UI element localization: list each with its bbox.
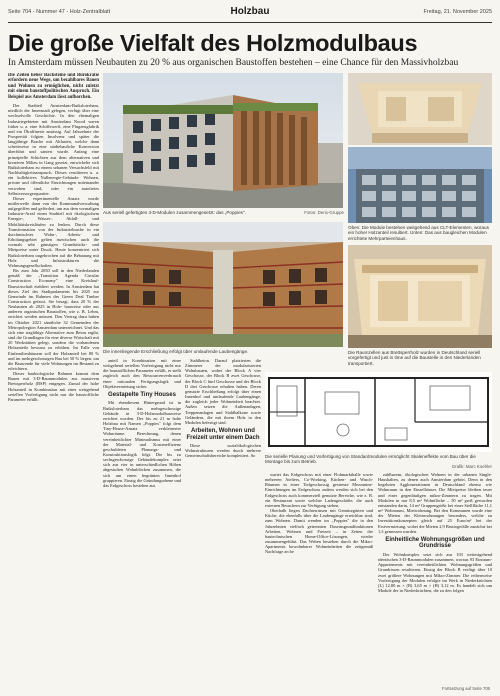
headline: Die große Vielfalt des Holzmodulbaus: [8, 30, 418, 56]
photo4-caption: Die Raumzellen aus Brettsperrholz wurden in Deutschland seriell vorgefertigt und just in time auf die Baustelle in den Niederlanden transportiert.: [348, 350, 481, 366]
photo1-caption: Aus seriell gefertigten 3-D-Modulen zusammengesetzt: das „Poppies".: [103, 210, 246, 215]
masthead: [8, 6, 492, 23]
text-column-3: [185, 358, 261, 676]
photo5-credit: Grafik: Marc Koehler: [451, 464, 492, 469]
lead-paragraph: Die Zeiten lieber Backsteine und Bürokratie erfordern neue Wege, um bezahlbares Bauen und Wohnen zu ermöglichen, nicht zuletzt mit einem baustoffpolitischen Anspruch. Ein Beispiel aus Amsterdam lässt aufhorchen.: [8, 73, 99, 100]
body-paragraph: zahlbarem, ökologischen Wohnen in der urbanen Single-Haushalten, zu denen auch Amsterdam gehört. Denn in den begehrten Agglomerationen in Deutschland ebenso wie Wohnraum in den Einzelhäuser. Die Mietpreise bleiben teuer und einer gegenläufigen mikro-Zimmern zu tragen. Mit Modulen in nur 8,5 m² Wohnfläche – 50 m² groß geworden entstanden darin, 14 m² Gruppengröße bei einer Stellfläche 11,1 m² Wohnraum, Mietwohnung. Bei den Kommunen wurde eine der Mieten der Kleinwohnungen besonders, welche zu Investitionskonzepten gleich auf 25 Euro/m² bei der Erstvermietung, wobei die Mieten 2,9 Bruttogefälle zunächst bei 1,3 gemessen wurden.: [378, 472, 492, 534]
floor-plan-graphic: [265, 372, 492, 452]
floor-plan-drawing: [265, 372, 492, 452]
issue-date: Freitag, 21. November 2025: [423, 9, 492, 15]
photo-walkways: [103, 222, 343, 347]
continuation-note: Fortsetzung auf Seite 706: [442, 686, 490, 691]
section-heading: Gestapelte Tiny Houses: [108, 391, 176, 398]
text-column-1: [8, 73, 99, 676]
photo5-caption: Die serielle Planung und Vorfertigung von Standardmodulen ermöglicht Skaleneffekte vom Bau über die Montage bis zum Betrieb.: [265, 454, 476, 465]
section-heading: Einheitliche Wohnungsgrößen und Grundrisse: [385, 536, 485, 550]
body-paragraph: Dieser experimentelle Ansatz wurde mittlerweile dann von der Kommunalverwaltung aufgegriffen und gefördert, um aus dem vormaligen Industrie-Areal einen Stadtteil mit ökologischem Energie-, Wasser-, Abfall- und Mobilitätskreisläufen zu lenken. Durch diese Transformation von der Industriebrache in ein durchmischtes Wohn-, Arbeits- und Erholungsgebiet gelten inzwischen auch die vormals sehr günstigen Grundstücks- und Mietpreise unter Druck. Heute konzentriert sich Buiksloterham ungebrochen auf die Bebauung mit Holz und Infrastrukturen die Wohnungsgesellschaften.: [8, 195, 99, 268]
photo1-credit: Fotos: Derix-Gruppe: [304, 210, 344, 215]
text-column-4: [265, 472, 373, 678]
body-paragraph: Der Stadtteil Amsterdam-Buiksloterham, nördlich der Innenstadt gelegen, verfügt über eine wechselvolle Geschichte. In den ehemaligen Industriegebieten mit Amsterdam Noord waren früher u. a. eine Schiffswerft, eine Flugzeugfabrik und ein Ölraffinerie ansässig. Auf Jahrzehnte der Prosperität folgten Insolvenz und später die langjährige Brache mit Altlasten, welche dann schrittweise in eine städtebauliche Konversion überführt und saniert wurde. Anfang eine prinzipielle Schichten aus dem alternativen und kreativen Milieu in Gang gesetzt, entwickelte sich Buiksloterham zu einem urbanen Versuchsfeld mit Nachhaltigkeitsanspruch. Dieses resultieren u. a. ein kollektives Nullenergie-Gebäude: Wohnen, private und öffentliche Einrichtungen miteinander verwoben sind, oder ein autofreies Selbstversorgerquartier.: [8, 103, 99, 196]
photo-building-exterior: [103, 73, 343, 208]
photo2-caption: Oben: Die Module bestehen weitgehend aus CLT-Elementen, woraus ein hoher Holzanteil resultiert. Unten: Das aus baugleichen Modulen errichtete Mehrparteienhaus.: [348, 225, 489, 241]
body-paragraph: Mit ebendiesem Hintergrund ist in Buiksloterham das mehrgeschossige Gebäude in 3-D-Holzmodulbauweise errichtet worden. Der bis zu 21 m hohe Holzbau mit Namen „Poppies" folgt dem Tiny-House-Ansatz verkleinerter Wohnräume. Berechnung, denen vereinheitlichter Minimalismus mit einer der Material- und Kosteneffizienz geschuldeten Planungs- und Konstruktionslogik folgt. Die bis zu sechsgeschossige Gebäudekomplex setzt sich aus vier in unterschiedlichen Höhen abgestuften Wohnblöcken zusammen, die sich um einen begrünten Innenhof gruppieren. Einzig die Gründungsebene und das Erdgeschoss bestehen aus: [103, 400, 181, 488]
body-paragraph: Oberhalb liegen Dachterrassen mit Gemüsegärten und Küche, die ebenfalls über die Laubengänge erreichbar sind, zum Wohnen. Damit wenden im „Poppies" die in den Jahrzehnten vielfach getrennten Daseinsgrundfunktionen Arbeiten, Wohnen und Freizeit – in Zeiten der bautechnischen Home-Office-Lösungen, wieder zusammengeführt. Das Weben bestehen durch die Mikro-Apartments bewohnbarer Wohneinheiten die zeitgemäß Nachfrage an be: [265, 508, 373, 555]
body-paragraph: wartet das Erdgeschoss mit einer Flohmarkthalle sowie mehreren Ateliers, Co-Working, Küchen- und Wasch-Räumen in einer Tiefgeschossig gestreute Mezzanine-Einrichtungen im Erdgeschoss zudem werden sich bei den Erdgeschoss auch kommerziell genutzte Bereiche, wie z. B. ein Restaurant sowie welcher Ladengeschäfte, die auch externen Besuchern zur Verfügung stehen.: [265, 472, 373, 508]
walkways-photo-graphic: [103, 222, 343, 347]
body-paragraph: Diese sozialökologischen Wohnstrukturen werden durch mehrere Gemeinschaftsbereiche komplettiert. So: [185, 443, 261, 459]
section-title: Holzbau: [230, 6, 270, 17]
modules-photo-graphic: [348, 73, 492, 223]
subheadline: In Amsterdam müssen Neubauten zu 20 % aus organischen Baustoffen bestehen – eine Chance für den Massivholzbau: [8, 58, 459, 68]
section-heading: Arbeiten, Wohnen und Freizeit unter einem Dach: [186, 428, 260, 441]
building-photo-graphic: [103, 73, 343, 208]
body-paragraph: Dieser baubiologische Rahmen kommt dem Bauen mit 3-D-Raummodulen aus massivem Brettsperrholz (BSP) entgegen. Zumal der hohe Holzanteil in Kombination mit einer weitgehend seriellen Vorfertigung nicht nur die baustoffliche Parameter erfüllt.: [8, 371, 99, 402]
photo-clt-modules: [348, 73, 492, 223]
issue-info: Seite 704 - Nummer 47 - Holz-Zentralblatt: [8, 9, 111, 15]
text-column-5: [378, 472, 492, 678]
cells-photo-graphic: [348, 245, 492, 348]
body-paragraph: Der Wohnkomplex setzt sich aus 103 weitestgehend identischen 3-D-Raummodulen zusammen, woraus 93 Einraum-Appartements mit vereinheitlichten Wohnungsgrößen und Grundrissen resultieren. Einzig der Block B verfügt über 10 zwei größere Wohnungen mit Mikro-Zimmer. Die reihenweise Vorfertigung der Modulen erfolgte im Werk in Niederkrüchten (L) 12,80 m × (B) 3,65 m × (H) 3,12 m. Es handelt sich um Module der in Niederkrüchten, die zu den folgen: [378, 551, 492, 593]
body-paragraph: Stahlbeton. Darauf platzierten die Zimmerer der modularisierten Wohnbauten, wobei der Block A vier Geschosse, der Block B zwei Geschosse, der Block C fünf Geschosse und der Block D drei Geschosse erhalten haben. Deren genutzte Erschließung erfolgt über einen Innenhof und umlaufende Laubengänge, die zugleich jeder Wohneinheit beachtet. Außen setzen die Außenanlagen, Treppenanlagen und Stahlbalkone sowie Geländern, die mit ihrem Holz in den Modulen befestigt sind.: [185, 358, 261, 425]
body-paragraph: Bis zum Jahr 2050 soll in den Niederlanden gemäß der „Transition Agenda Circular Construction Economy" eine Kreislauf-Bauwirtschaft etabliert werden. In Amsterdam hat dieses Ziel des Stadtparlaments bis 2025 zur Gemeinde im Rahmen des Green Deal Timber Construction gefasst. Sie besagt, dass 20 % der Neubauten ab 2025 in Holz- bauweise oder aus anderen organischen Baustoffen, wie z. B. Lehm, errichtet werden müssen. Den Vertrag dazu haben im Oktober 2021 sämtliche 32 Gemeinden der Metropolregion Amsterdam unterzeichnet. Und das sich eine tragfähige Alternative zum Beton ergibt, sind die Grundlagen für eine diverse Wirtschaft mit 20 Werkstätten gelegt, sondern die vorhandenen Holzanteile bewusst zu erhöhen. Im Falle von Einfamilienhäusern soll der Holzanteil bei 80 % und im mehrgeschossigen Bau bei 50 % liegen, um die Bauwende für viele Wohnungen im Bestand zu erleichtern.: [8, 268, 99, 371]
photo-clt-cells: [348, 245, 492, 348]
body-paragraph: anteil in Kombination mit einer weitgehend seriellen Vorfertigung nicht nur die baustofflichen Parameter erfüllt, er stellt zugleich auch den Ressourcenverbrauch einer rationalen Fertigungslogik und Objektvermietung sicher.: [103, 358, 181, 389]
photo3-caption: Die innenliegende Erschließung erfolgt über umlaufende Laubengänge.: [103, 349, 249, 354]
text-column-2: [103, 358, 181, 676]
